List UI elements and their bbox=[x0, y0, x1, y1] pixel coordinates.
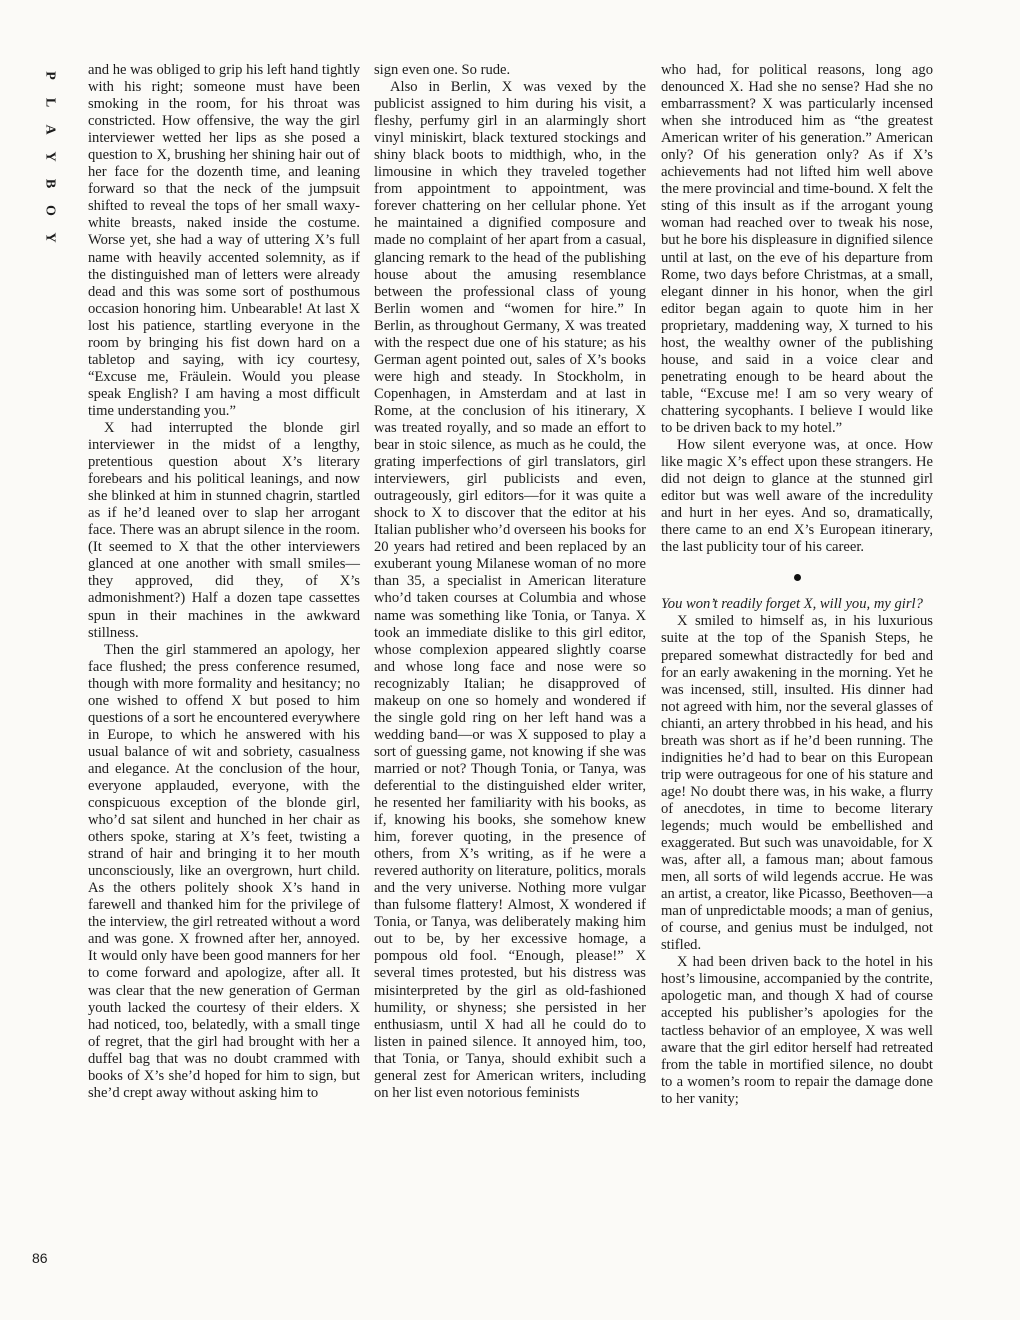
bullet-icon bbox=[794, 574, 801, 581]
text-column-1 bbox=[88, 62, 360, 1102]
paragraph: Then the girl stammered an apology, her face flushed; the press conference resumed, though with more formality and hesitancy; no one wished to offend X but posed to him questions of a sort he encountered everywhere in Europe, to which he answered with his usual balance of wit and sobriety, casualness and elegance. At the conclusion of the hour, everyone applauded, everyone, with the conspicuous exception of the blonde girl, who’d sat silent and hunched in her chair as others spoke, staring at X’s feet, twisting a strand of hair and bringing it to her mouth unconsciously, like an overgrown, hurt child. As the others politely shook X’s hand in farewell and thanked him for the privilege of the interview, the girl retreated without a word and was gone. X frowned after her, annoyed. It would only have been good manners for her to come forward and apologize, after all. It was clear that the new generation of German youth lacked the courtesy of their elders. X had noticed, too, belatedly, with a small tinge of regret, that the girl had brought with her a duffel bag that was no doubt crammed with books of X’s she’d hoped for him to sign, but she’d crept away without asking him to bbox=[88, 641, 360, 1101]
running-head-letter: L bbox=[42, 97, 58, 108]
paragraph: who had, for political reasons, long ago denounced X. Had she no sense? Had she no embarrassment? X was particularly incensed when she introduced him as “the greatest American writer of his generation.” American only? Of his generation only? As if X’s achievements had not lifted him well above the mere provincial and time-bound. X felt the sting of this insult as if the arrogant young woman had reached over to tweak his nose, but he bore his displeasure in dignified silence until at last, on the eve of his departure from Rome, two days before Christmas, at a small, elegant dinner in his honor, when the girl editor began again to quote him in her proprietary, maddening way, X turned to his host, the wealthy owner of the publishing house, and said in a voice clear and penetrating enough to be heard about the table, “Excuse me! I am so very weary of chattering sycophants. I believe I would like to be driven back to my hotel.” bbox=[661, 62, 933, 436]
paragraph: X had been driven back to the hotel in his host’s limousine, accompanied by the contrite, apologetic man, and though X had of course accepted his publisher’s apologies for the tactless behavior of an employee, X was well aware that the girl editor herself had retreated from the table in mortified silence, no doubt to a women’s room to repair the damage done to her vanity; bbox=[661, 954, 933, 1107]
text-column-3 bbox=[661, 62, 933, 1108]
paragraph: How silent everyone was, at once. How like magic X’s effect upon these strangers. He did not deign to glance at the stunned girl editor but was well aware of the incredulity and hurt in her eyes. And so, dramatically, there came to an end X’s European itinerary, the last publicity tour of his career. bbox=[661, 437, 933, 556]
running-head-letter: Y bbox=[42, 232, 58, 243]
running-head-letter: B bbox=[42, 178, 58, 189]
running-head bbox=[40, 62, 60, 251]
running-head-letter: O bbox=[42, 205, 58, 216]
running-head-letter: P bbox=[42, 71, 58, 80]
paragraph-italic: You won’t readily forget X, will you, my girl? bbox=[661, 596, 923, 613]
running-head-letter: Y bbox=[42, 151, 58, 162]
text-column-2 bbox=[374, 62, 646, 1102]
paragraph: sign even one. So rude. bbox=[374, 62, 511, 78]
section-break-ornament bbox=[661, 570, 933, 584]
paragraph: Also in Berlin, X was vexed by the publicist assigned to him during his visit, a fleshy, perfumy girl in an alarmingly short vinyl miniskirt, black textured stockings and shiny black boots to midthigh, who, in the limousine in which they traveled together from appointment to appointment, was forever chattering on her cellular phone. Yet he maintained a dignified composure and made no complaint of her apart from a casual, glancing remark to the head of the publishing house about the amusing resemblance between the professional class of young Berlin women and “women for hire.” In Berlin, as throughout Germany, X was treated with the respect due one of his stature; as his German agent pointed out, sales of X’s books were high and steady. In Stockholm, in Copenhagen, in Amsterdam and at last in Rome, at the conclusion of his itinerary, X was treated royally, and so made an effort to bear in stoic silence, as much as he could, the grating imperfections of girl translators, girl interviewers, girl publicists and even, outrageously, girl editors—for it was quite a shock to X to discover that the editor at his Italian publisher who’d overseen his books for 20 years had retired and been replaced by an exuberant young Milanese woman of no more than 35, a specialist in American literature who’d taken courses at Columbia and whose name was something like Tonia, or Tanya. X took an immediate dislike to this girl editor, whose complexion appeared slightly coarse and whose long face and nose were so recognizably Italian; he disapproved of makeup on one so homely and wondered if the single gold ring on her left hand was a wedding band—or was X supposed to play a sort of guessing game, not knowing if she was married or not? Though Tonia, or Tanya, was deferential to the distinguished elder writer, he resented her familiarity with his books, as if, knowing his books, she somehow knew him, forever quoting, in the presence of others, from X’s writing, as if he were a revered authority on literature, politics, morals and the very universe. Nothing more vulgar than fulsome flattery! Almost, X wondered if Tonia, or Tanya, was deliberately making him out to be, by her excessive homage, a pompous old fool. “Enough, please!” X several times protested, but his distress was misinterpreted by the girl as old-fashioned humility, or shyness; she persisted in her enthusiasm, until X had all he could do to listen in pained silence. It annoyed him, too, that Tonia, or Tanya, should exhibit such a general zest for American writers, including on her list even notorious feminists bbox=[374, 79, 646, 1101]
paragraph: and he was obliged to grip his left hand tightly with his right; someone must have been smoking in the room, for his throat was constricted. How offensive, the way the girl interviewer wetted her lips as she posed a question to X, brushing her shining hair out of her face for the dozenth time, and leaning forward so that the neck of the jumpsuit shifted to reveal the tops of her small waxy-white breasts, naked inside the costume. Worse yet, she had a way of uttering X’s full name with heavily accented solemnity, as if the distinguished man of letters were already dead and this was some sort of posthumous occasion honoring him. Unbearable! At last X lost his patience, startling everyone in the room by bringing his fist down hard on a tabletop and saying, with icy courtesy, “Excuse me, Fräulein. Would you please speak English? I am having a most difficult time understanding you.” bbox=[88, 62, 360, 419]
page-number: 86 bbox=[32, 1250, 48, 1266]
paragraph: X smiled to himself as, in his luxurious suite at the top of the Spanish Steps, he prepared somewhat distractedly for bed and for an early awakening in the morning. Yet he was incensed, still, insulted. His dinner had not agreed with him, nor the several glasses of chianti, an artery throbbed in his head, and his breath was short as if he’d been running. The indignities he’d had to bear on this European trip were outrageous for one of his stature and age! No doubt there was, in his wake, a flurry of anecdotes, in time to become literary legends; much would be embellished and exaggerated. But such was unavoidable, for X was, after all, a famous man; about famous men, all sorts of wild legends accrue. He was an artist, a creator, like Picasso, Beethoven—a man of unpredictable moods; a man of genius, of course, and genius must be indulged, not stifled. bbox=[661, 613, 933, 954]
running-head-letter: A bbox=[42, 124, 58, 135]
paragraph: X had interrupted the blonde girl interviewer in the midst of a lengthy, pretentious question about X’s literary forebears and his political leanings, and now she blinked at him in stunned chagrin, startled as if he’d leaned over to slap her arrogant face. There was an abrupt silence in the room. (It seemed to X that the other interviewers glanced at one another with small smiles—they approved, did they, of X’s admonishment?) Half a dozen tape cassettes spun in their machines in the awkward stillness. bbox=[88, 419, 360, 641]
